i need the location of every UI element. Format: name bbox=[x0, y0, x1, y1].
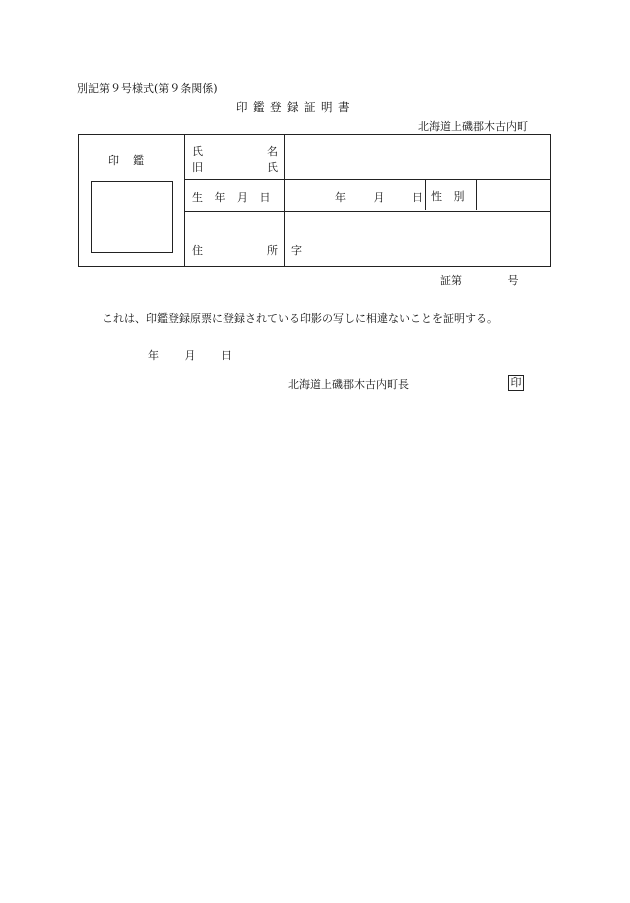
birth-value-cell[interactable] bbox=[285, 180, 551, 211]
gender-label: 性 別 bbox=[431, 190, 465, 204]
address-value-cell[interactable] bbox=[285, 211, 551, 266]
form-reference: 別記第９号様式(第９条関係) bbox=[77, 82, 218, 95]
name-label-left: 氏 bbox=[192, 145, 203, 158]
name-label-cell bbox=[185, 135, 285, 180]
name-label-right: 名 bbox=[267, 145, 278, 158]
certificate-table bbox=[78, 134, 551, 267]
certification-statement: これは、印鑑登録原票に登録されている印影の写しに相違ないことを証明する。 bbox=[102, 312, 498, 325]
address-label-right: 所 bbox=[267, 243, 278, 257]
address-aza: 字 bbox=[291, 243, 302, 257]
document-title: 印鑑登録証明書 bbox=[236, 100, 355, 114]
seal-cell bbox=[79, 135, 185, 267]
address-label-left: 住 bbox=[192, 243, 203, 257]
birth-label-cell bbox=[185, 180, 285, 211]
address-label-cell bbox=[185, 211, 285, 266]
gender-label-cell bbox=[425, 179, 477, 210]
official-seal-stamp: 印 bbox=[508, 375, 524, 391]
name-value-cell[interactable] bbox=[285, 135, 551, 180]
issue-date: 年 月 日 bbox=[148, 349, 232, 362]
seal-impression-box bbox=[91, 181, 173, 253]
certificate-number: 証第 号 bbox=[440, 274, 519, 287]
mayor-title: 北海道上磯郡木古内町長 bbox=[288, 378, 409, 391]
birth-date-label: 生 年 月 日 bbox=[192, 191, 271, 205]
old-surname-label-right: 氏 bbox=[267, 161, 278, 174]
issuer-name: 北海道上磯郡木古内町 bbox=[418, 120, 528, 133]
birth-date-value: 年 月 日 bbox=[335, 191, 423, 205]
seal-label: 印鑑 bbox=[108, 154, 158, 167]
old-surname-label-left: 旧 bbox=[192, 161, 203, 174]
